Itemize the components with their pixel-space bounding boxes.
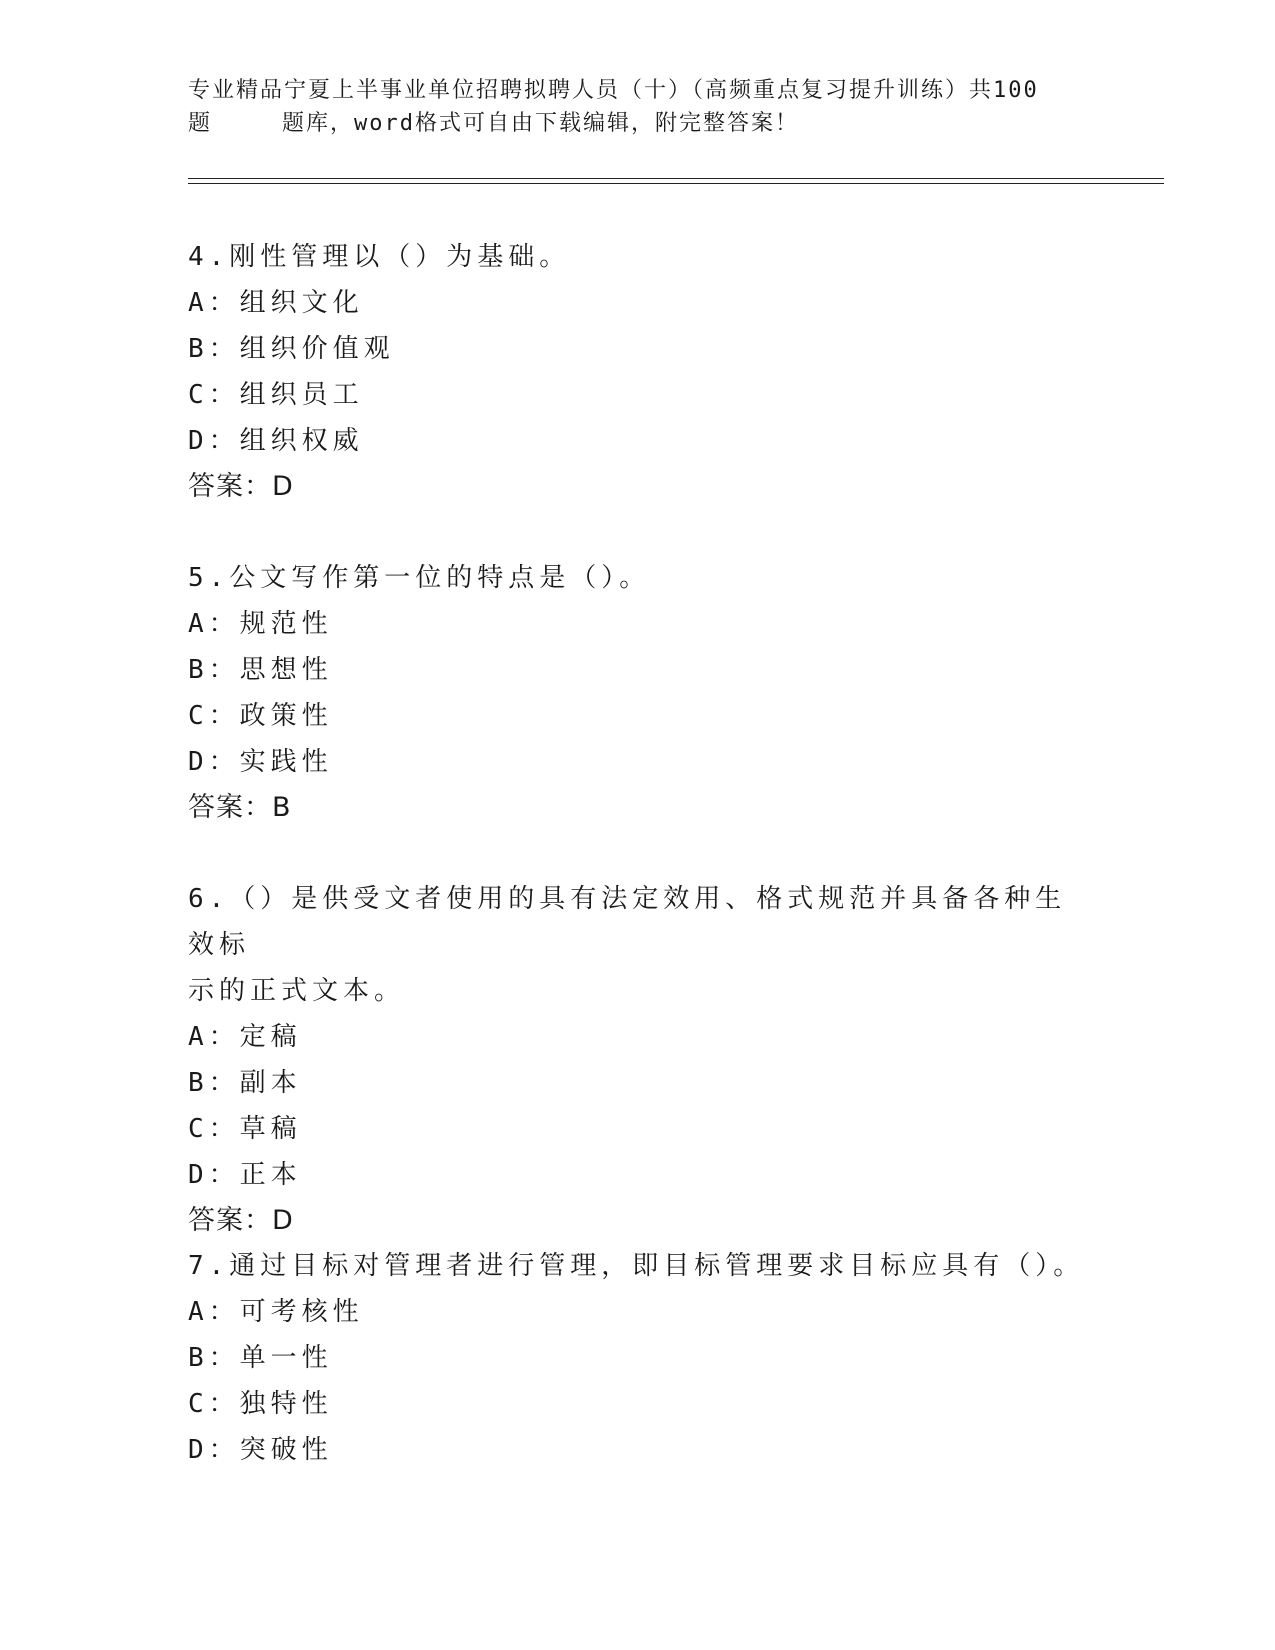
question-stem: 4.刚性管理以（）为基础。 — [188, 242, 571, 272]
option-b: B：副本 — [188, 1068, 302, 1098]
option-d: D：实践性 — [188, 747, 333, 777]
option-c: C：政策性 — [188, 701, 333, 731]
document-header — [188, 74, 1088, 140]
header-line-1: 专业精品宁夏上半事业单位招聘拟聘人员（十）（高频重点复习提升训练）共100 — [188, 78, 1039, 103]
answer: 答案：D — [188, 1205, 294, 1236]
option-a: A：定稿 — [188, 1022, 302, 1052]
header-divider-bottom — [188, 183, 1164, 184]
option-c: C：组织员工 — [188, 380, 364, 410]
option-b: B：单一性 — [188, 1343, 333, 1373]
question-6 — [188, 876, 1088, 1244]
header-line-2: 题 题库，word格式可自由下载编辑，附完整答案！ — [188, 111, 799, 136]
question-stem-line-2: 示的正式文本。 — [188, 976, 406, 1006]
option-c: C：草稿 — [188, 1114, 302, 1144]
option-d: D：突破性 — [188, 1435, 333, 1465]
question-stem-line-1: 6.（）是供受文者使用的具有法定效用、格式规范并具备各种生效标 — [188, 884, 1067, 960]
question-stem: 7.通过目标对管理者进行管理，即目标管理要求目标应具有（）。 — [188, 1251, 1085, 1281]
option-d: D：组织权威 — [188, 426, 364, 456]
option-d: D：正本 — [188, 1160, 302, 1190]
option-a: A：可考核性 — [188, 1297, 364, 1327]
question-4 — [188, 234, 1088, 510]
header-divider-top — [188, 178, 1164, 179]
answer: 答案：D — [188, 471, 294, 502]
question-stem: 5.公文写作第一位的特点是（）。 — [188, 563, 651, 593]
answer: 答案：B — [188, 792, 292, 823]
option-c: C：独特性 — [188, 1389, 333, 1419]
question-5 — [188, 555, 1088, 831]
option-a: A：组织文化 — [188, 288, 364, 318]
option-b: B：组织价值观 — [188, 334, 395, 364]
question-7 — [188, 1243, 1088, 1473]
option-b: B：思想性 — [188, 655, 333, 685]
option-a: A：规范性 — [188, 609, 333, 639]
